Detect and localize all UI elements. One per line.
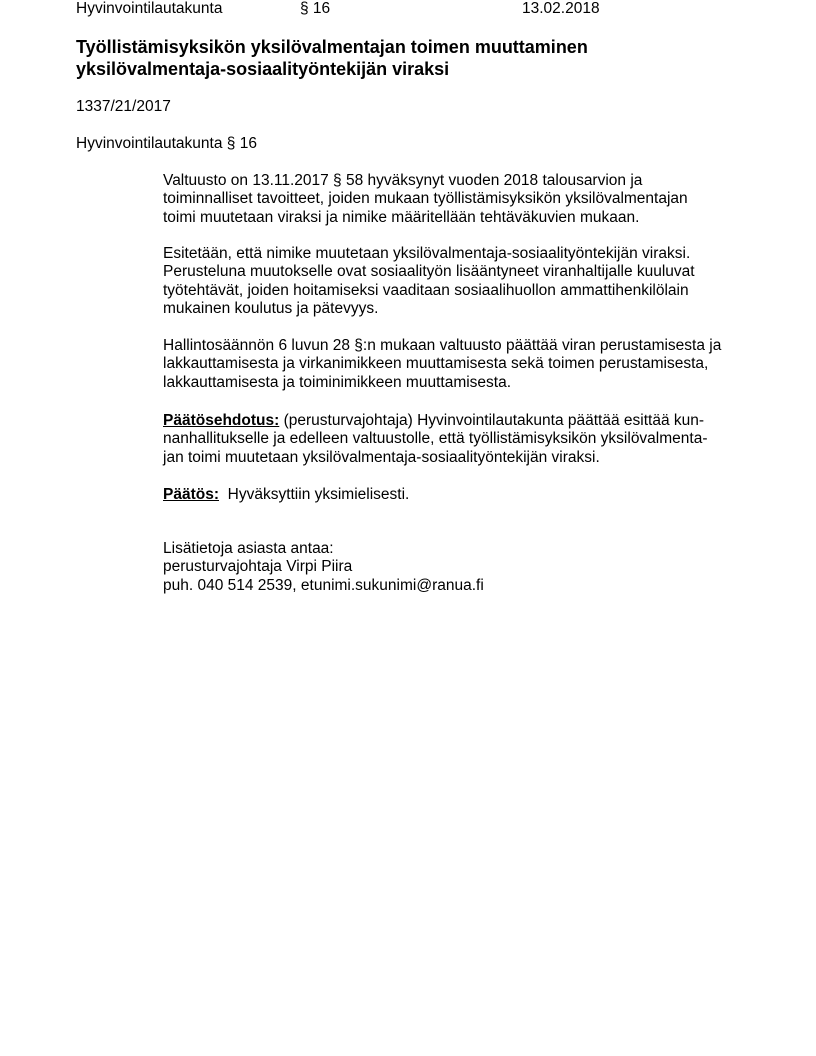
text-line: Perusteluna muutokselle ovat sosiaalityön lisääntyneet viranhaltijalle kuuluvat xyxy=(163,263,695,281)
text-line: Esitetään, että nimike muutetaan yksilövalmentaja-sosiaalityöntekijän viraksi. xyxy=(163,245,691,262)
document-title xyxy=(76,36,588,80)
paragraph-3 xyxy=(163,337,721,392)
text-line: mukainen koulutus ja pätevyys. xyxy=(163,300,379,318)
header-date: 13.02.2018 xyxy=(522,0,600,17)
decision-text: Hyväksyttiin yksimielisesti. xyxy=(227,486,410,503)
decision-label: Päätös: xyxy=(163,486,219,503)
title-line: yksilövalmentaja-sosiaalityöntekijän viraksi xyxy=(76,59,450,79)
proposal xyxy=(163,412,708,467)
text-line: perusturvajohtaja Virpi Piira xyxy=(163,558,353,576)
contact-info xyxy=(163,540,484,595)
text-line: toimi muutetaan viraksi ja nimike määritellään tehtäväkuvien mukaan. xyxy=(163,208,640,226)
text-line: jan toimi muutetaan yksilövalmentaja-sosiaalityöntekijän viraksi. xyxy=(163,448,600,466)
text-line: (perusturvajohtaja) Hyvinvointilautakunta päättää esittää kun- xyxy=(279,412,705,429)
text-line: lakkauttamisesta ja virkanimikkeen muuttamisesta sekä toimen perustamisesta, xyxy=(163,355,709,373)
paragraph-1 xyxy=(163,172,688,227)
text-line: lakkauttamisesta ja toiminimikkeen muuttamisesta. xyxy=(163,373,512,391)
header-section: § 16 xyxy=(300,0,331,17)
text-line: Valtuusto on 13.11.2017 § 58 hyväksynyt vuoden 2018 talousarvion ja xyxy=(163,172,643,189)
text-line: Lisätietoja asiasta antaa: xyxy=(163,540,334,557)
text-line: puh. 040 514 2539, etunimi.sukunimi@ranua.fi xyxy=(163,576,484,594)
text-line: Hallintosäännön 6 luvun 28 §:n mukaan valtuusto päättää viran perustamisesta ja xyxy=(163,337,722,354)
text-line: nanhallitukselle ja edelleen valtuustolle, että työllistämisyksikön yksilövalmenta- xyxy=(163,430,708,448)
title-line: Työllistämisyksikön yksilövalmentajan toimen muuttaminen xyxy=(76,37,588,57)
paragraph-2 xyxy=(163,245,695,319)
body-section: Hyvinvointilautakunta § 16 xyxy=(76,135,257,152)
decision xyxy=(163,486,409,504)
header-body: Hyvinvointilautakunta xyxy=(76,0,223,17)
text-line: työtehtävät, joiden hoitamiseksi vaaditaan sosiaalihuollon ammattihenkilölain xyxy=(163,281,689,299)
case-number: 1337/21/2017 xyxy=(76,98,171,115)
proposal-label: Päätösehdotus: xyxy=(163,412,280,429)
text-line: toiminnalliset tavoitteet, joiden mukaan työllistämisyksikön yksilövalmentajan xyxy=(163,190,688,208)
